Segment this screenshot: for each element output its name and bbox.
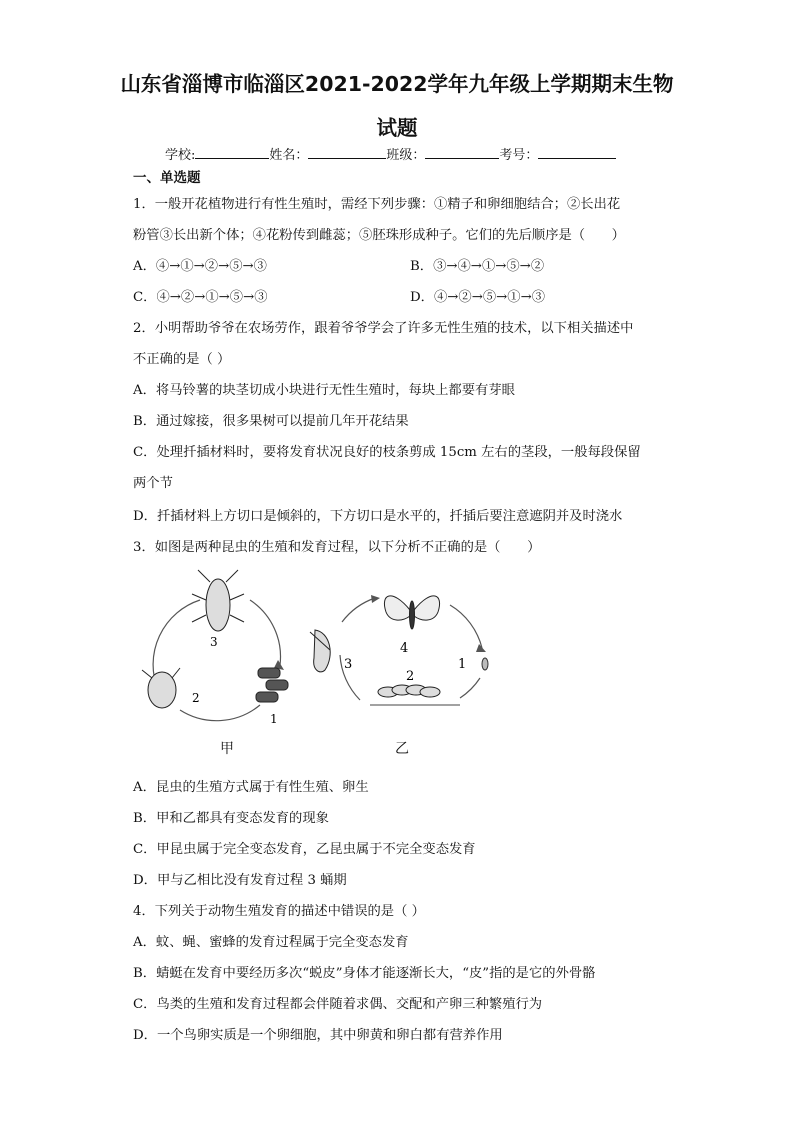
- school-blank[interactable]: [195, 146, 269, 159]
- q1-stem: 1．一般开花植物进行有性生殖时，需经下列步骤：①精子和卵细胞结合；②长出花: [133, 197, 621, 212]
- exam-no-label: 考号：: [499, 148, 539, 163]
- yi-arrowhead-2: [371, 595, 380, 603]
- q4-option-d[interactable]: D．一个鸟卵实质是一个卵细胞，其中卵黄和卵白都有营养作用: [133, 1028, 503, 1043]
- cockroach-nymph-icon: [142, 668, 180, 708]
- class-blank[interactable]: [425, 146, 499, 159]
- q3-stem: 3．如图是两种昆虫的生殖和发育过程，以下分析不正确的是（ ）: [133, 540, 541, 555]
- q3-option-a[interactable]: A．昆虫的生殖方式属于有性生殖、卵生: [133, 780, 369, 795]
- q2-option-a[interactable]: A．将马铃薯的块茎切成小块进行无性生殖时，每块上都要有芽眼: [133, 383, 515, 398]
- exam-no-blank[interactable]: [538, 146, 616, 159]
- school-label: 学校:: [165, 148, 196, 163]
- q2-option-b[interactable]: B．通过嫁接，很多果树可以提前几年开花结果: [133, 414, 409, 429]
- yi-label-2: 2: [406, 669, 415, 684]
- q4-option-a[interactable]: A．蚊、蝇、蜜蜂的发育过程属于完全变态发育: [133, 935, 409, 950]
- section-heading: 一、单选题: [133, 170, 201, 186]
- q1-option-d[interactable]: D．④→②→⑤→①→③: [410, 290, 546, 305]
- chrysalis-icon: [310, 630, 330, 672]
- figure-label-jia: 甲: [220, 741, 234, 757]
- q2-stem: 2．小明帮助爷爷在农场劳作，跟着爷爷学会了许多无性生殖的技术，以下相关描述中: [133, 321, 634, 336]
- figure-label-yi: 乙: [395, 741, 409, 757]
- q1-option-a[interactable]: A．④→①→②→⑤→③: [133, 259, 267, 274]
- insect-lifecycle-figure: [130, 560, 510, 760]
- yi-arc-lower-right: [460, 678, 480, 698]
- page-title: 山东省淄博市临淄区2021-2022学年九年级上学期期末生物: [120, 72, 674, 96]
- butterfly-icon: [384, 596, 439, 629]
- q1-option-c[interactable]: C．④→②→①→⑤→③: [133, 290, 268, 305]
- jia-arc-bottom: [180, 705, 260, 721]
- q2-option-d[interactable]: D．扦插材料上方切口是倾斜的，下方切口是水平的，扦插后要注意遮阴并及时浇水: [133, 509, 623, 524]
- egg-case-icon: [256, 668, 288, 702]
- q1-option-b[interactable]: B．③→④→①→⑤→②: [410, 259, 545, 274]
- jia-label-1: 1: [270, 712, 278, 726]
- caterpillar-icon: [370, 685, 460, 705]
- student-info-row: [165, 144, 616, 163]
- q3-option-b[interactable]: B．甲和乙都具有变态发育的现象: [133, 811, 329, 826]
- q4-option-b[interactable]: B．蜻蜓在发育中要经历多次“蜕皮”身体才能逐渐长大，“皮”指的是它的外骨骼: [133, 966, 596, 981]
- q4-stem: 4．下列关于动物生殖发育的描述中错误的是（ ）: [133, 904, 425, 919]
- jia-label-2: 2: [192, 691, 200, 705]
- q2-option-c-cont: 两个节: [133, 476, 173, 491]
- q3-option-c[interactable]: C．甲昆虫属于完全变态发育，乙昆虫属于不完全变态发育: [133, 842, 476, 857]
- lifecycle-diagram: [130, 560, 510, 760]
- butterfly-egg-icon: [482, 658, 488, 670]
- name-blank[interactable]: [308, 146, 386, 159]
- class-label: 班级：: [386, 148, 426, 163]
- q2-stem-cont: 不正确的是（ ）: [133, 352, 231, 367]
- yi-label-4: 4: [400, 641, 409, 656]
- q2-option-c[interactable]: C．处理扦插材料时，要将发育状况良好的枝条剪成 15cm 左右的茎段，一般每段保留: [133, 445, 641, 460]
- q1-stem-cont: 粉管③长出新个体；④花粉传到雌蕊；⑤胚珠形成种子。它们的先后顺序是（ ）: [133, 228, 625, 243]
- yi-arc-upper-left: [342, 598, 375, 622]
- jia-arc-right: [250, 600, 281, 665]
- jia-label-3: 3: [210, 635, 218, 649]
- yi-label-3: 3: [344, 657, 353, 672]
- q3-option-d[interactable]: D．甲与乙相比没有发育过程 3 蛹期: [133, 873, 347, 888]
- yi-arc-right: [450, 605, 482, 648]
- name-label: 姓名：: [269, 148, 309, 163]
- yi-label-1: 1: [458, 657, 467, 672]
- page-title-continued: 试题: [376, 116, 418, 140]
- q4-option-c[interactable]: C．鸟类的生殖和发育过程都会伴随着求偶、交配和产卵三种繁殖行为: [133, 997, 543, 1012]
